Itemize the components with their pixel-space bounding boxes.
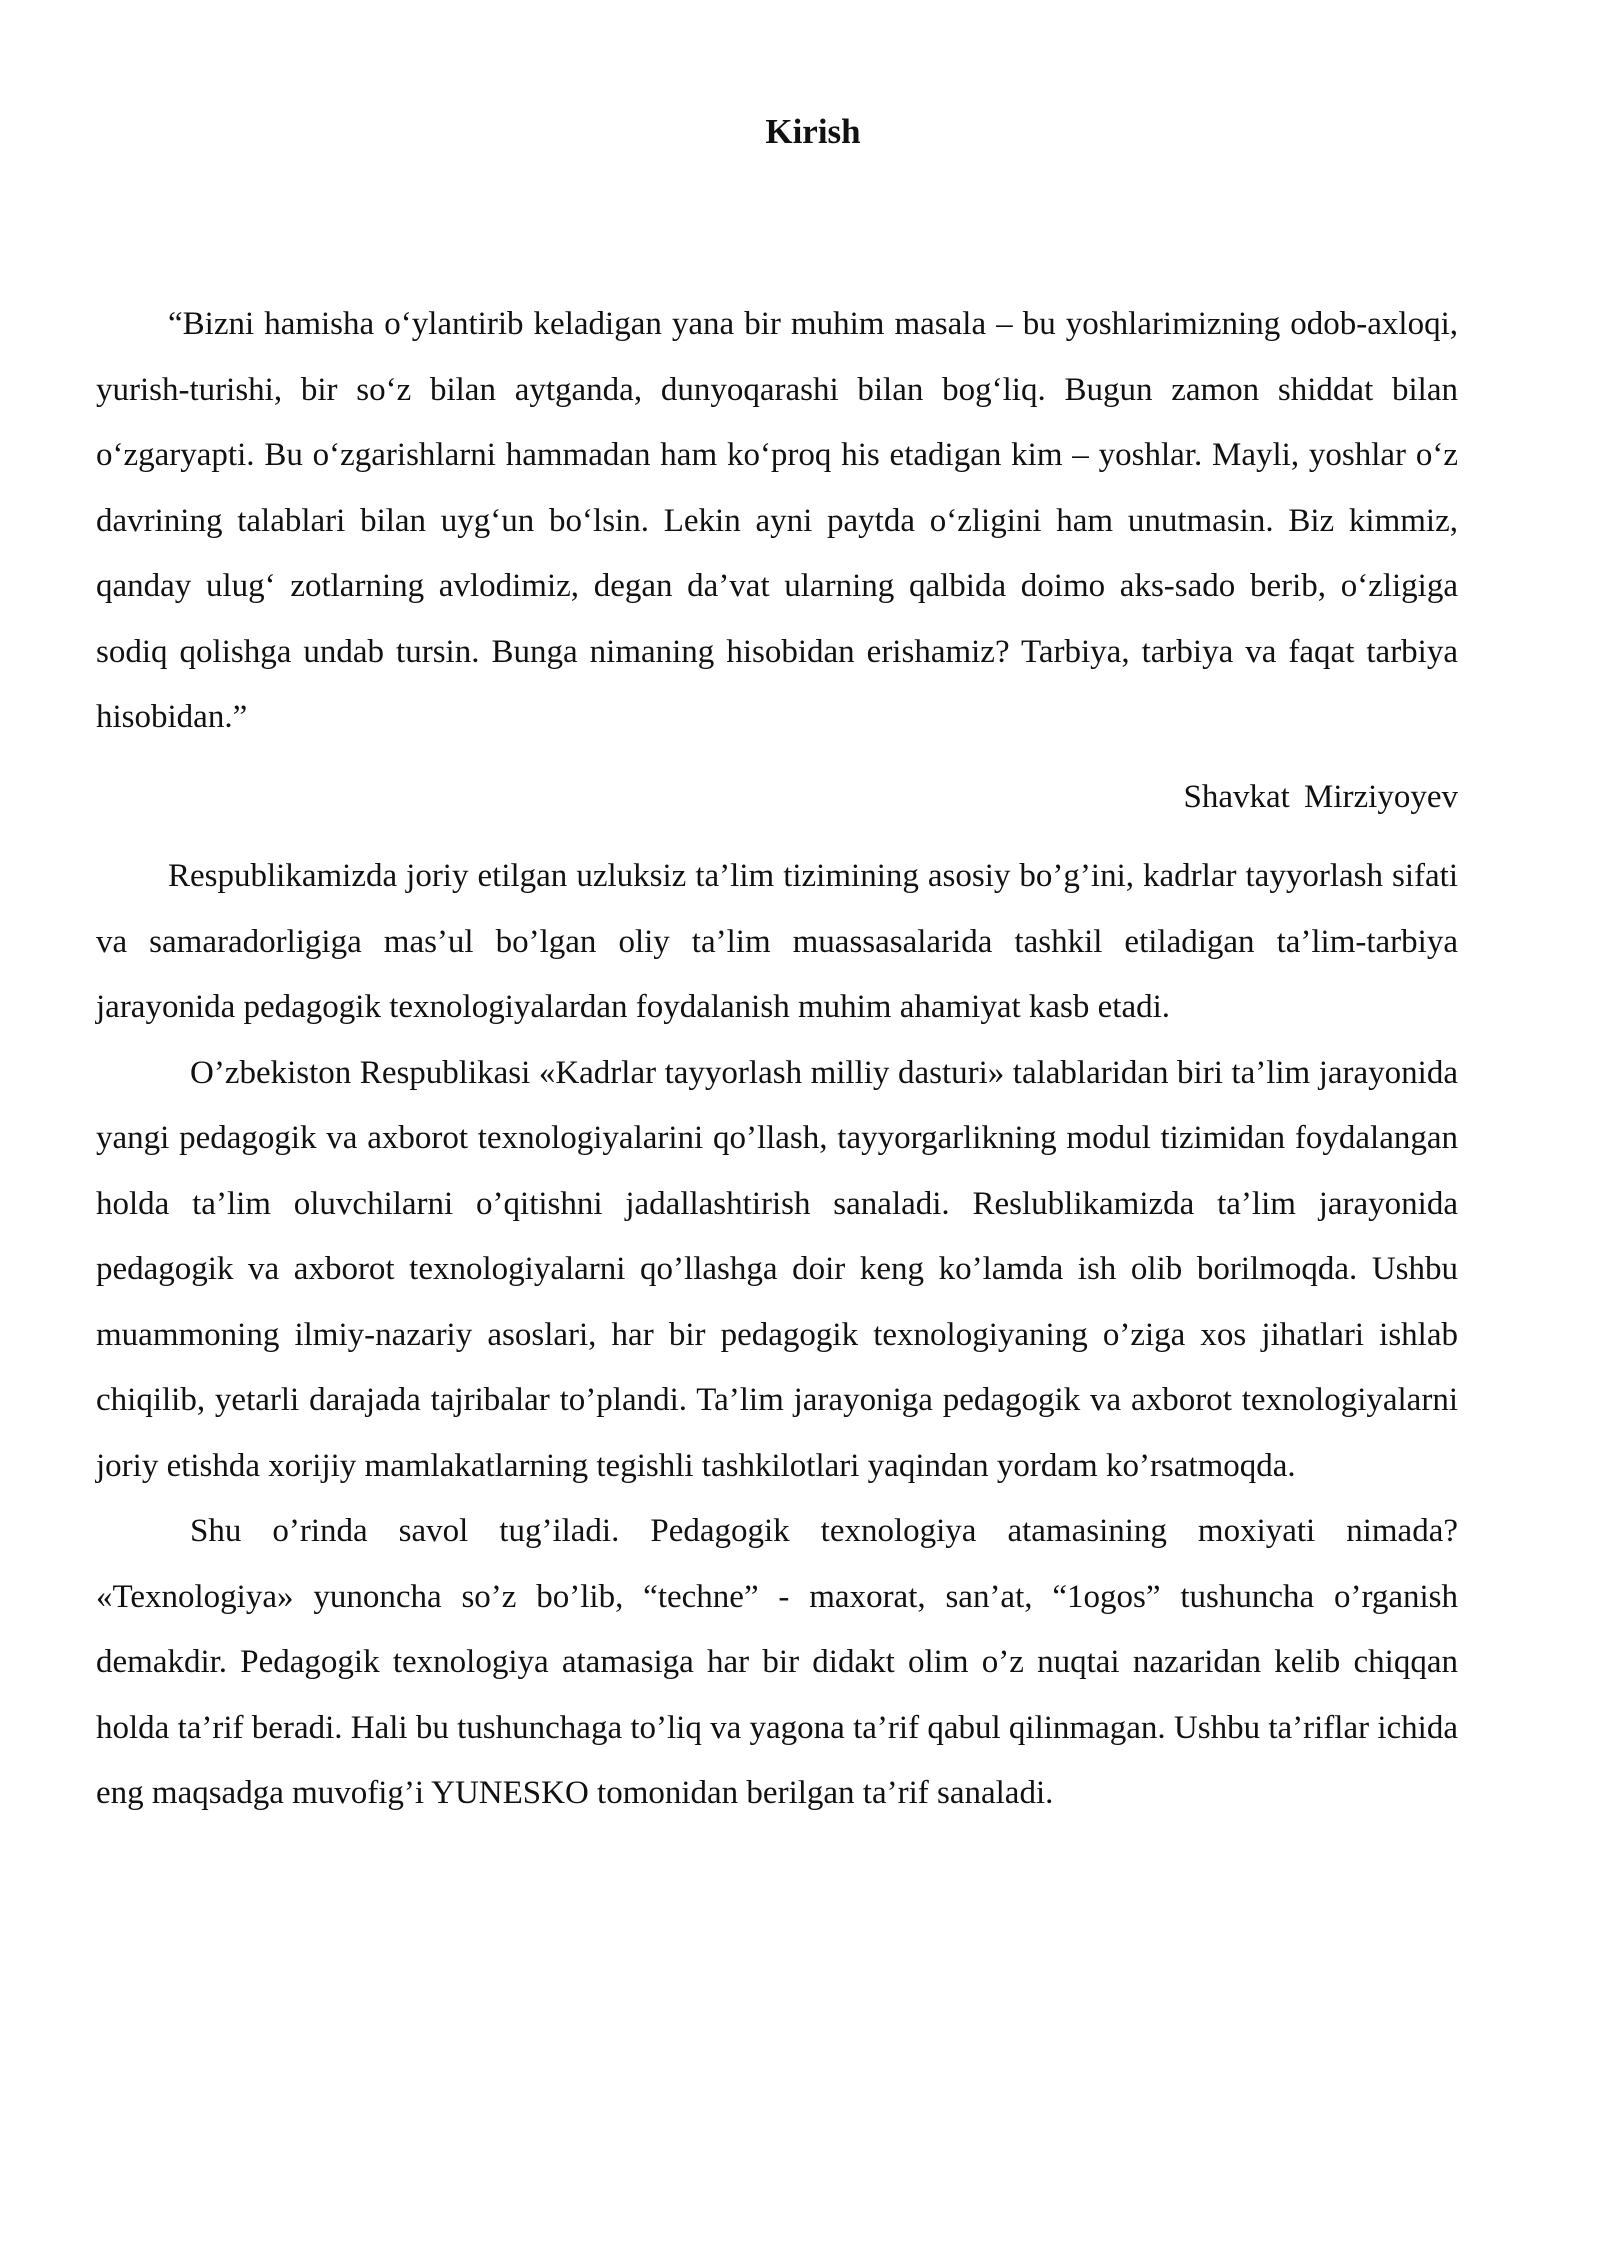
page-title: Kirish (765, 112, 861, 151)
paragraph-3: Shu o’rinda savol tug’iladi. Pedagogik texnologiya atamasining moxiyati nimada? «Texnologiya» yunoncha so’z bo’lib, “techne” - maxorat, san’at, “1ogos” tushuncha o’rganish demakdir. Pedagogik texnologiya atamasiga har bir didakt olim o’z nuqtai nazaridan kelib chiqqan holda ta’rif beradi. Hali bu tushunchaga to’liq va yagona ta’rif qabul qilinmagan. Ushbu ta’riflar ichida eng maqsadga muvofig’i YUNESKO tomonidan berilgan ta’rif sanaladi. (96, 1513, 1458, 1811)
epigraph-quote: “Bizni hamisha o‘ylantirib keladigan yana bir muhim masala – bu yoshlarimizning odob-axloqi, yurish-turishi, bir so‘z bilan aytganda, dunyoqarashi bilan bog‘liq. Bugun zamon shiddat bilan o‘zgaryapti. Bu o‘zgarishlarni hammadan ham ko‘proq his etadigan kim – yoshlar. Mayli, yoshlar o‘z davrining talablari bilan uyg‘un bo‘lsin. Lekin ayni paytda o‘zligini ham unutmasin. Biz kimmiz, qanday ulug‘ zotlarning avlodimiz, degan da’vat ularning qalbida doimo aks-sado berib, o‘zligiga sodiq qolishga undab tursin. Bunga nimaning hisobidan erishamiz? Tarbiya, tarbiya va faqat tarbiya hisobidan.” (96, 306, 1458, 735)
paragraph-1: Respublikamizda joriy etilgan uzluksiz ta’lim tizimining asosiy bo’g’ini, kadrlar tayyorlash sifati va samaradorligiga mas’ul bo’lgan oliy ta’lim muassasalarida tashkil etiladigan ta’lim-tarbiya jarayonida pedagogik texnologiyalardan foydalanish muhim ahamiyat kasb etadi. (96, 858, 1458, 1025)
paragraph-2: O’zbekiston Respublikasi «Kadrlar tayyorlash milliy dasturi» talablaridan biri ta’lim jarayonida yangi pedagogik va axborot texnologiyalarini qo’llash, tayyorgarlikning modul tizimidan foydalangan holda ta’lim oluvchilarni o’qitishni jadallashtirish sanaladi. Reslublikamizda ta’lim jarayonida pedagogik va axborot texnologiyalarni qo’llashga doir keng ko’lamda ish olib borilmoqda. Ushbu muammoning ilmiy-nazariy asoslari, har bir pedagogik texnologiyaning o’ziga xos jihatlari ishlab chiqilib, yetarli darajada tajribalar to’plandi. Ta’lim jarayoniga pedagogik va axborot texnologiyalarni joriy etishda xorijiy mamlakatlarning tegishli tashkilotlari yaqindan yordam ko’rsatmoqda. (96, 1054, 1458, 1484)
epigraph-author: Shavkat Mirziyoyev (1183, 778, 1458, 815)
document-body (96, 292, 1458, 1827)
